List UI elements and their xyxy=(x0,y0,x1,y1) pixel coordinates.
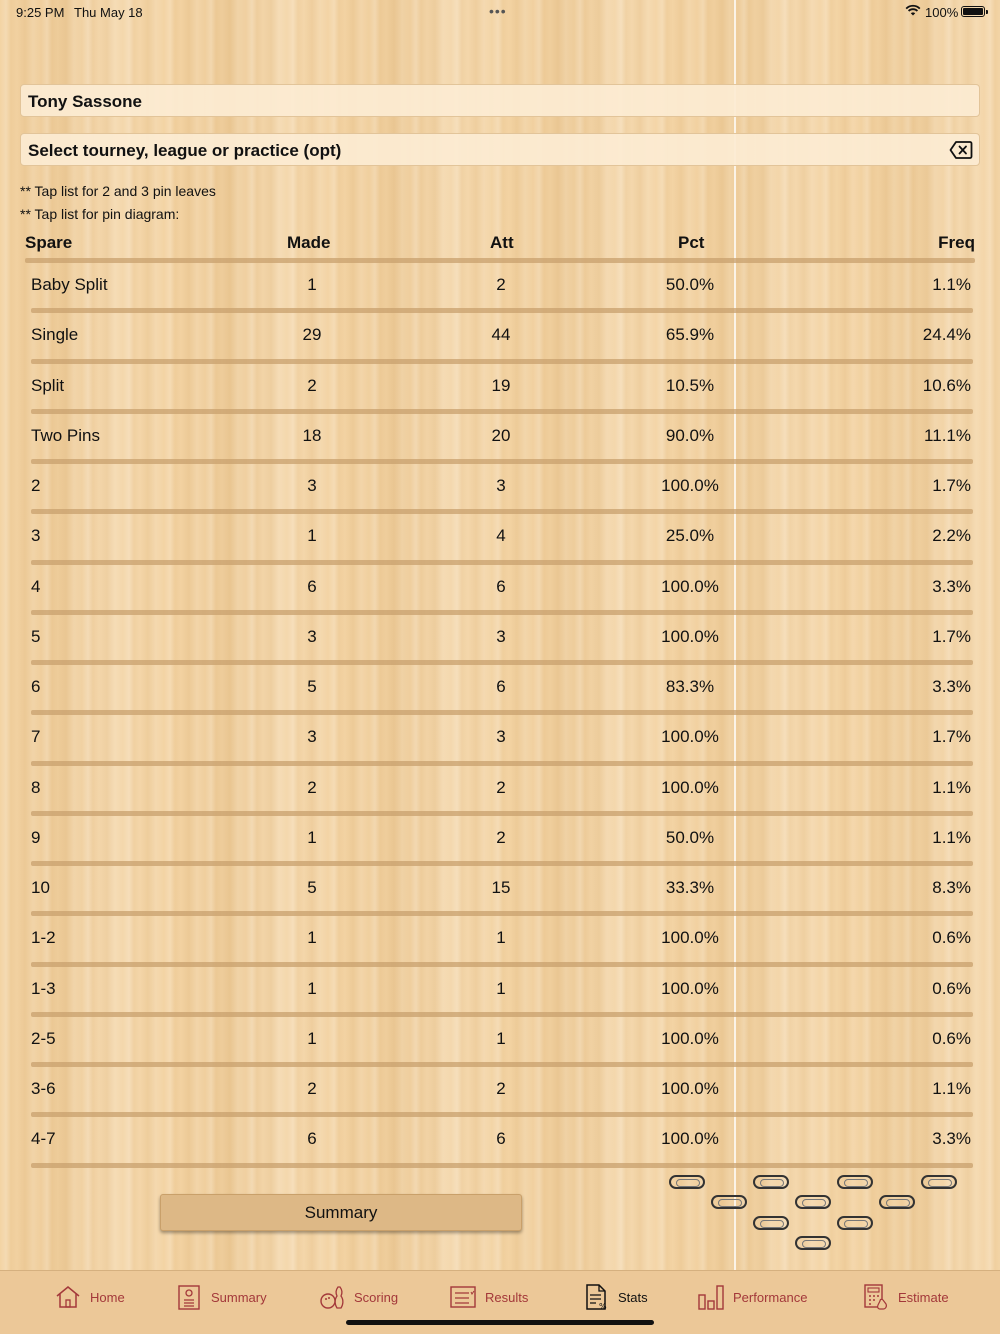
cell-spare: 9 xyxy=(31,827,41,847)
cell-freq: 1.7% xyxy=(932,476,971,495)
table-row[interactable] xyxy=(0,916,1000,966)
cell-freq: 1.1% xyxy=(932,777,971,797)
cell-pct: 50.0% xyxy=(665,275,715,294)
stats-document-icon xyxy=(582,1283,610,1311)
cell-freq: 1.7% xyxy=(932,626,971,646)
summary-icon xyxy=(175,1283,203,1311)
cell-spare: 3-6 xyxy=(31,1079,56,1098)
cell-freq: 24.4% xyxy=(922,325,971,345)
cell-made: 1 xyxy=(307,1028,317,1048)
tab-scoring[interactable] xyxy=(318,1281,398,1313)
pin-4-icon[interactable] xyxy=(711,1195,747,1209)
pin-3-icon[interactable] xyxy=(837,1216,873,1230)
column-header-pct: Pct xyxy=(678,233,705,252)
cell-pct: 33.3% xyxy=(665,878,715,897)
status-time: 9:25 PM xyxy=(16,5,65,20)
status-date: Thu May 18 xyxy=(74,5,143,20)
cell-freq: 1.1% xyxy=(932,827,971,847)
cell-freq: 1.7% xyxy=(932,727,971,747)
svg-text:%: % xyxy=(599,1302,607,1311)
table-row[interactable] xyxy=(0,1067,1000,1117)
cell-att: 20 xyxy=(491,425,511,445)
cell-att: 1 xyxy=(496,978,506,998)
tab-home-label: Home xyxy=(90,1289,125,1305)
cell-att: 3 xyxy=(496,626,506,646)
cell-pct: 50.0% xyxy=(665,827,715,847)
tab-stats-label: Stats xyxy=(618,1289,648,1305)
cell-pct: 25.0% xyxy=(665,526,715,546)
pin-6-icon[interactable] xyxy=(879,1195,915,1209)
bowling-icon xyxy=(318,1283,346,1311)
cell-freq: 11.1% xyxy=(924,425,971,445)
cell-att: 15 xyxy=(491,878,511,897)
cell-made: 2 xyxy=(307,777,317,797)
cell-spare: 2-5 xyxy=(31,1028,56,1048)
tab-results[interactable] xyxy=(449,1281,528,1313)
pin-9-icon[interactable] xyxy=(837,1175,873,1189)
wifi-icon xyxy=(905,4,921,16)
cell-pct: 10.5% xyxy=(665,375,715,395)
cell-made: 18 xyxy=(302,425,322,445)
clear-delete-icon[interactable] xyxy=(949,140,973,160)
cell-freq: 1.1% xyxy=(932,275,971,294)
cell-spare: 6 xyxy=(31,677,41,696)
battery-percent: 100% xyxy=(925,5,959,20)
table-row[interactable] xyxy=(0,816,1000,866)
cell-pct: 100.0% xyxy=(661,1028,719,1048)
cell-made: 2 xyxy=(307,375,317,395)
cell-made: 1 xyxy=(307,526,317,546)
cell-att: 2 xyxy=(496,827,506,847)
event-select-label: Select tourney, league or practice (opt) xyxy=(28,141,342,160)
tab-stats[interactable] xyxy=(582,1281,648,1313)
cell-att: 1 xyxy=(496,1028,506,1048)
cell-made: 1 xyxy=(307,928,317,948)
cell-freq: 3.3% xyxy=(932,576,971,596)
cell-freq: 10.6% xyxy=(922,375,971,395)
tab-estimate-label: Estimate xyxy=(898,1289,949,1305)
cell-pct: 100.0% xyxy=(661,727,719,747)
table-row[interactable] xyxy=(0,464,1000,514)
tab-results-label: Results xyxy=(485,1289,529,1305)
column-header-made: Made xyxy=(287,233,331,252)
cell-pct: 100.0% xyxy=(661,1129,719,1149)
table-row[interactable] xyxy=(0,263,1000,313)
bar-chart-icon xyxy=(697,1283,725,1311)
row-divider xyxy=(31,1163,973,1168)
cell-made: 3 xyxy=(307,476,317,495)
cell-spare: 1-2 xyxy=(31,928,56,948)
cell-made: 3 xyxy=(307,626,317,646)
hint-pin-diagram: ** Tap list for pin diagram: xyxy=(20,206,180,222)
pin-5-icon[interactable] xyxy=(795,1195,831,1209)
cell-freq: 2.2% xyxy=(932,526,971,546)
cell-spare: 5 xyxy=(31,626,41,646)
cell-made: 1 xyxy=(307,978,317,998)
cell-spare: 10 xyxy=(31,878,50,897)
cell-freq: 0.6% xyxy=(932,928,971,948)
event-select-field[interactable] xyxy=(20,133,980,166)
list-icon xyxy=(449,1283,477,1311)
cell-att: 3 xyxy=(496,476,506,495)
table-row[interactable] xyxy=(0,414,1000,464)
pin-10-icon[interactable] xyxy=(921,1175,957,1189)
table-row[interactable] xyxy=(0,967,1000,1017)
cell-freq: 8.3% xyxy=(932,878,971,897)
cell-att: 19 xyxy=(491,375,511,395)
cell-freq: 3.3% xyxy=(932,1129,971,1149)
tab-home[interactable] xyxy=(54,1281,125,1313)
cell-made: 1 xyxy=(307,275,317,294)
battery-icon xyxy=(961,6,985,17)
cell-att: 3 xyxy=(496,727,506,747)
cell-made: 5 xyxy=(307,878,317,897)
cell-pct: 100.0% xyxy=(661,576,719,596)
table-row[interactable] xyxy=(0,364,1000,414)
cell-made: 5 xyxy=(307,677,317,696)
cell-att: 6 xyxy=(496,576,506,596)
tab-summary-label: Summary xyxy=(211,1289,267,1305)
pin-8-icon[interactable] xyxy=(753,1175,789,1189)
cell-att: 2 xyxy=(496,1079,506,1098)
column-header-freq: Freq xyxy=(938,233,975,252)
table-row[interactable] xyxy=(0,615,1000,665)
table-row[interactable] xyxy=(0,715,1000,765)
multitasking-dots[interactable]: ••• xyxy=(489,3,507,19)
column-header-spare: Spare xyxy=(25,233,73,252)
table-row[interactable] xyxy=(0,1017,1000,1067)
cell-freq: 0.6% xyxy=(932,978,971,998)
cell-freq: 3.3% xyxy=(932,677,971,696)
table-row[interactable] xyxy=(0,866,1000,916)
cell-spare: 2 xyxy=(31,476,41,495)
tab-summary[interactable] xyxy=(175,1281,267,1313)
cell-freq: 1.1% xyxy=(932,1079,971,1098)
table-row[interactable] xyxy=(0,565,1000,615)
cell-pct: 65.9% xyxy=(665,325,715,345)
cell-pct: 100.0% xyxy=(661,928,719,948)
cell-pct: 100.0% xyxy=(661,777,719,797)
pin-2-icon[interactable] xyxy=(753,1216,789,1230)
cell-spare: Split xyxy=(31,375,65,395)
tab-performance-label: Performance xyxy=(733,1289,808,1305)
cell-pct: 100.0% xyxy=(661,1079,719,1098)
cell-freq: 0.6% xyxy=(932,1028,971,1048)
pin-diagram[interactable] xyxy=(660,1170,970,1255)
cell-spare: 4-7 xyxy=(31,1129,56,1149)
table-row[interactable] xyxy=(0,665,1000,715)
pin-1-icon[interactable] xyxy=(795,1236,831,1250)
spare-stats-table xyxy=(0,263,1000,1168)
cell-att: 6 xyxy=(496,677,506,696)
bowler-name-value: Tony Sassone xyxy=(28,92,142,111)
cell-made: 6 xyxy=(307,576,317,596)
cell-made: 29 xyxy=(302,325,322,345)
table-row[interactable] xyxy=(0,766,1000,816)
cell-spare: 3 xyxy=(31,526,41,546)
cell-spare: 7 xyxy=(31,727,41,747)
pin-7-icon[interactable] xyxy=(669,1175,705,1189)
table-row[interactable] xyxy=(0,514,1000,564)
cell-pct: 100.0% xyxy=(661,978,719,998)
cell-spare: Two Pins xyxy=(31,425,100,445)
cell-pct: 100.0% xyxy=(661,626,719,646)
cell-made: 1 xyxy=(307,827,317,847)
cell-att: 4 xyxy=(496,526,506,546)
column-header-att: Att xyxy=(490,233,514,252)
home-indicator[interactable] xyxy=(346,1320,654,1325)
cell-made: 2 xyxy=(307,1079,317,1098)
cell-spare: Baby Split xyxy=(31,275,108,294)
hint-two-three-pin: ** Tap list for 2 and 3 pin leaves xyxy=(20,183,216,199)
cell-att: 1 xyxy=(496,928,506,948)
cell-pct: 100.0% xyxy=(661,476,719,495)
cell-spare: Single xyxy=(31,325,79,345)
cell-att: 2 xyxy=(496,777,506,797)
tab-estimate[interactable] xyxy=(862,1281,949,1313)
home-icon xyxy=(54,1283,82,1311)
cell-spare: 4 xyxy=(31,576,41,596)
bowler-name-field[interactable] xyxy=(20,84,980,117)
cell-pct: 90.0% xyxy=(665,425,715,445)
cell-pct: 83.3% xyxy=(665,677,715,696)
cell-att: 44 xyxy=(491,325,511,345)
cell-made: 6 xyxy=(307,1129,317,1149)
summary-button[interactable]: Summary xyxy=(160,1194,522,1231)
cell-made: 3 xyxy=(307,727,317,747)
cell-att: 6 xyxy=(496,1129,506,1149)
status-bar xyxy=(0,0,1000,24)
table-row[interactable] xyxy=(0,313,1000,363)
tab-performance[interactable] xyxy=(697,1281,807,1313)
cell-spare: 1-3 xyxy=(31,978,56,998)
calculator-icon xyxy=(862,1283,890,1311)
cell-spare: 8 xyxy=(31,777,41,797)
cell-att: 2 xyxy=(496,275,506,294)
tab-scoring-label: Scoring xyxy=(354,1289,399,1305)
table-row[interactable] xyxy=(0,1117,1000,1167)
